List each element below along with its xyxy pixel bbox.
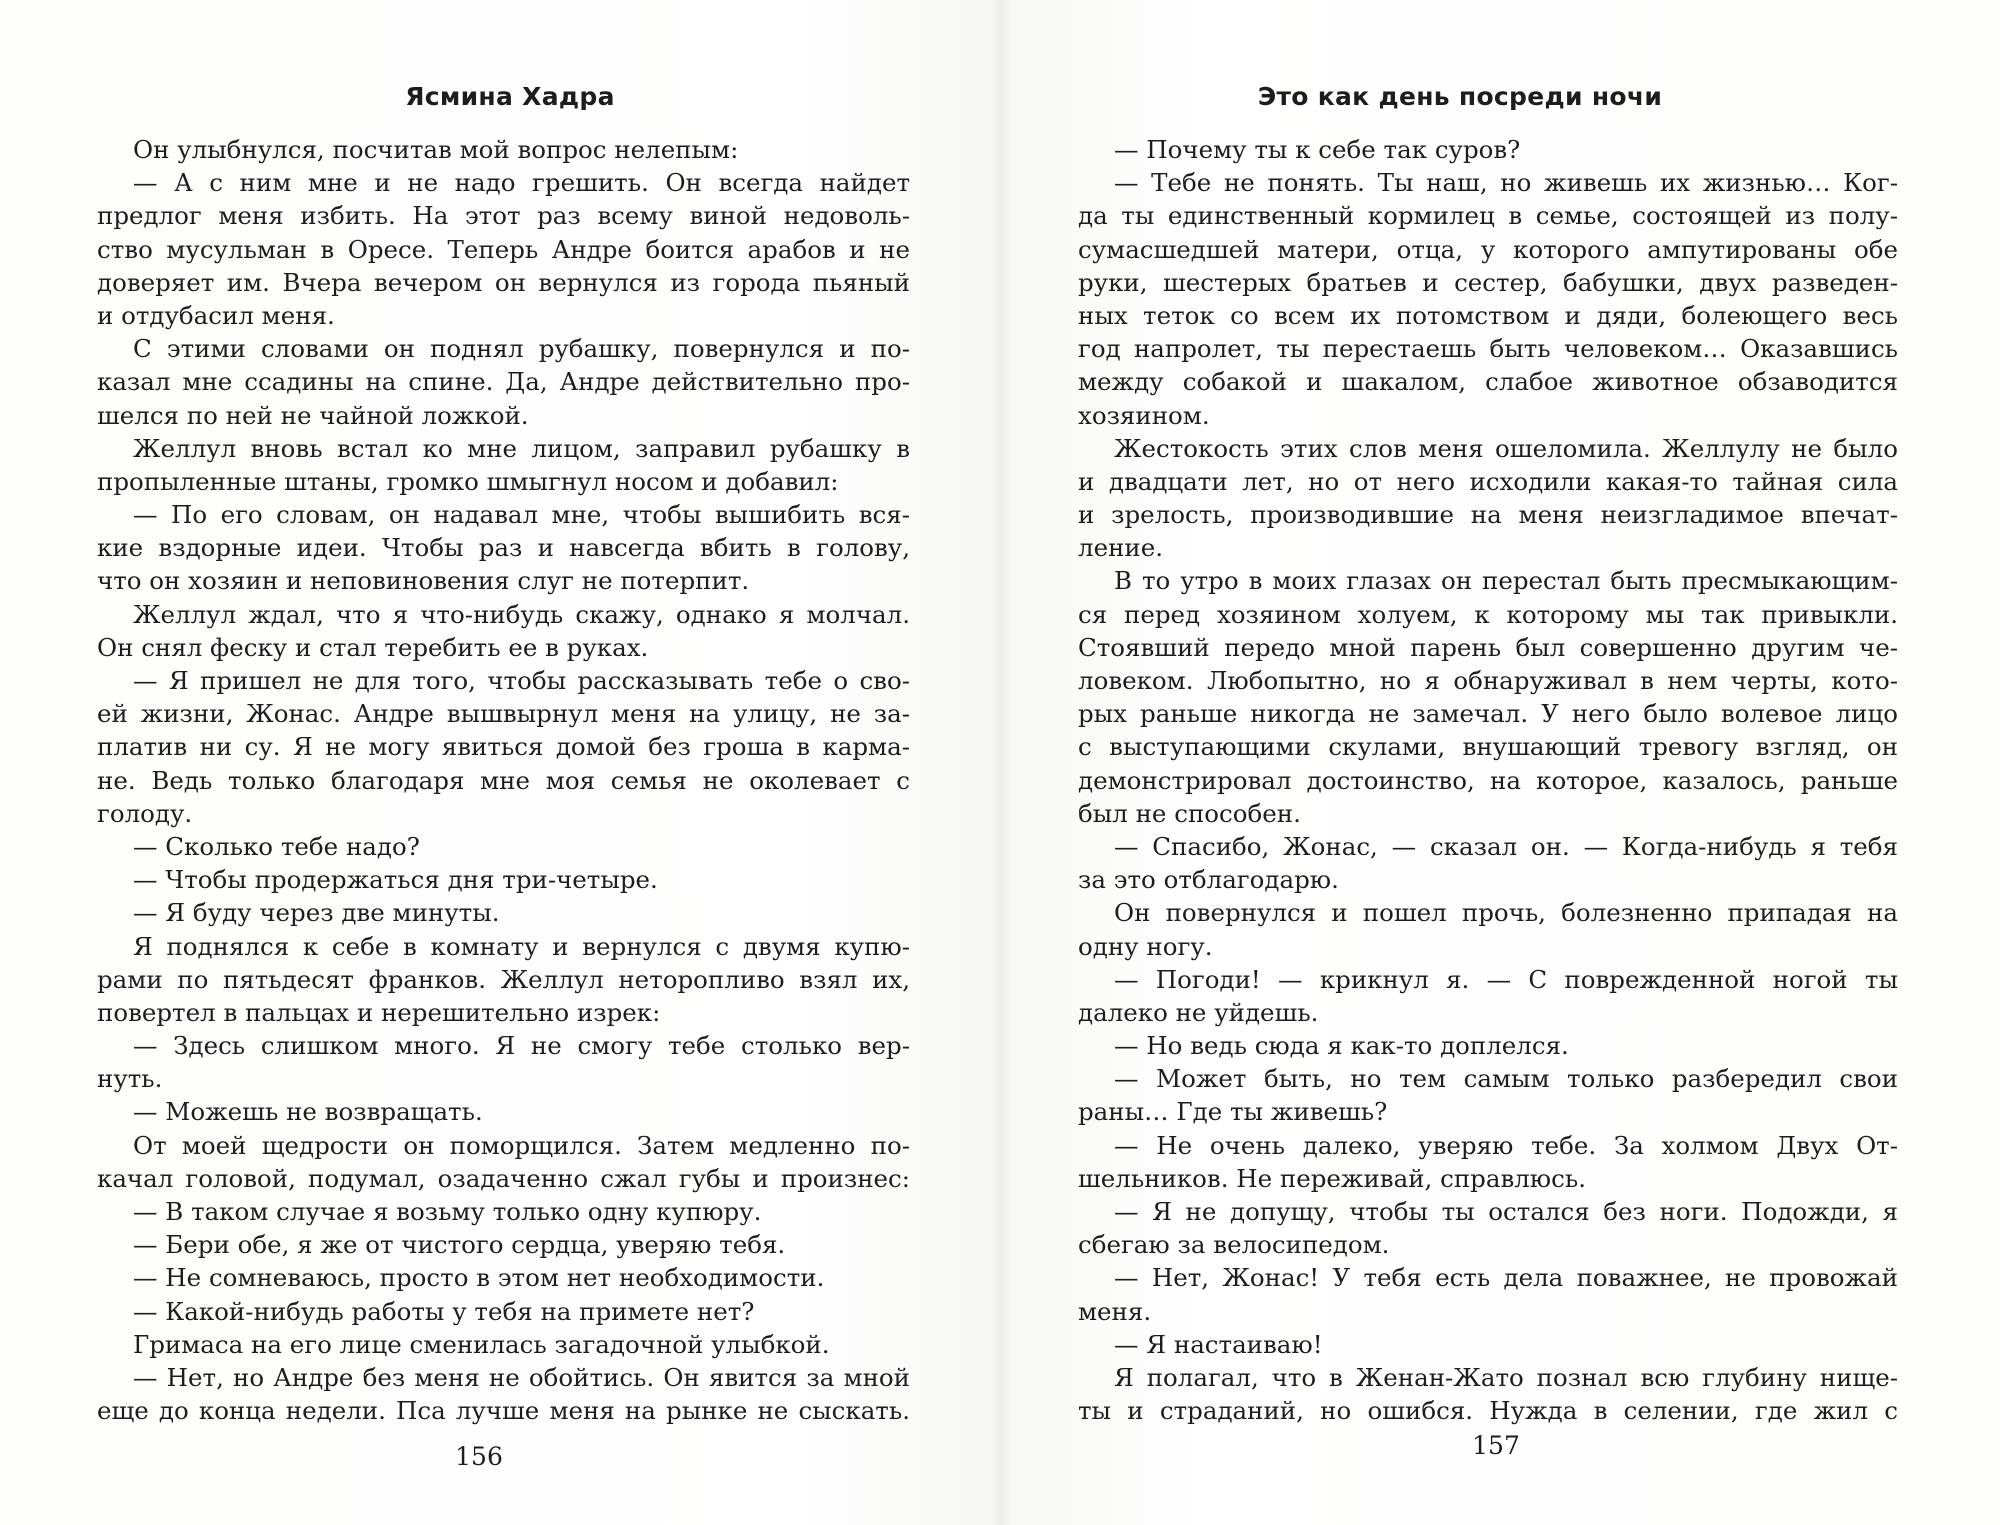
text-line: предлог меня избить. На этот раз всему виной недоволь- <box>97 201 910 231</box>
text-line: далеко не уйдешь. <box>1078 997 1319 1027</box>
text-line: Он снял феску и стал теребить ее в руках. <box>97 632 649 662</box>
text-line: — Я буду через две минуты. <box>133 898 500 928</box>
text-line: Стоявший передо мной парень был совершенно другим че- <box>1078 632 1898 662</box>
text-line: да ты единственный кормилец в семье, состоящей из полу- <box>1078 201 1898 231</box>
text-line: сбегаю за велосипедом. <box>1078 1230 1390 1260</box>
text-line: Желлул ждал, что я что-нибудь скажу, однако я молчал. <box>133 599 910 629</box>
text-line: пропыленные штаны, громко шмыгнул носом и добавил: <box>97 466 839 496</box>
text-line: Он улыбнулся, посчитав мой вопрос нелепым: <box>133 135 739 164</box>
text-line: Я поднялся к себе в комнату и вернулся с двумя купю- <box>133 931 910 961</box>
text-line: — Тебе не понять. Ты наш, но живешь их жизнью… Ког- <box>1114 168 1898 198</box>
text-line: От моей щедрости он поморщился. Затем медленно по- <box>133 1130 910 1160</box>
text-line: кие вздорные идеи. Чтобы раз и навсегда вбить в голову, <box>97 533 910 563</box>
text-line: Я полагал, что в Женан-Жато познал всю глубину нище- <box>1114 1362 1898 1392</box>
text-line: — А с ним мне и не надо грешить. Он всегда найдет <box>133 168 910 198</box>
text-line: С этими словами он поднял рубашку, повернулся и по- <box>133 334 910 364</box>
text-line: и зрелость, производившие на меня неизгладимое впечат- <box>1078 500 1898 530</box>
text-line: — По его словам, он надавал мне, чтобы вышибить вся- <box>133 500 910 530</box>
text-line: шелся по ней не чайной ложкой. <box>97 400 529 430</box>
text-line: руки, шестерых братьев и сестер, бабушки, двух разведен- <box>1078 267 1898 297</box>
text-line: доверяет им. Вчера вечером он вернулся из города пьяный <box>97 267 910 297</box>
text-line: еще до конца недели. Пса лучше меня на рынке не сыскать. <box>97 1396 910 1426</box>
text-line: и отдубасил меня. <box>97 300 335 330</box>
text-line: — Чтобы продержаться дня три-четыре. <box>133 865 658 895</box>
text-line: ство мусульман в Оресе. Теперь Андре боится арабов и не <box>97 234 910 264</box>
text-line: — Я настаиваю! <box>1114 1329 1323 1359</box>
text-line: ты и страданий, но ошибся. Нужда в селении, где жил с <box>1078 1396 1898 1426</box>
text-line: — Не очень далеко, уверяю тебе. За холмом Двух От- <box>1114 1130 1898 1160</box>
text-line: рых раньше никогда не замечал. У него было волевое лицо <box>1078 699 1898 729</box>
text-line: рами по пятьдесят франков. Желлул неторопливо взял их, <box>97 964 910 994</box>
text-line: не. Ведь только благодаря мне моя семья не околевает с <box>97 765 910 795</box>
text-line: был не способен. <box>1078 798 1301 828</box>
running-head-title: Это как день посреди ночи <box>1257 82 1663 111</box>
right-page <box>1000 0 2000 1525</box>
text-line: — В таком случае я возьму только одну купюру. <box>133 1197 762 1226</box>
text-line: нуть. <box>97 1064 163 1094</box>
text-line: ных теток со всем их потомством и дяди, болеющего весь <box>1078 300 1898 330</box>
text-line: Желлул вновь встал ко мне лицом, заправил рубашку в <box>133 433 910 463</box>
text-line: сумасшедшей матери, отца, у которого ампутированы обе <box>1078 234 1898 264</box>
text-line: — Здесь слишком много. Я не смогу тебе столько вер- <box>133 1031 910 1061</box>
text-line: — Погоди! — крикнул я. — С поврежденной ногой ты <box>1114 964 1898 994</box>
text-line: демонстрировал достоинство, на которое, казалось, раньше <box>1078 765 1898 795</box>
text-line: и двадцати лет, но от него исходили какая-то тайная сила <box>1078 466 1898 496</box>
text-line: между собакой и шакалом, слабое животное обзаводится <box>1078 367 1898 397</box>
text-line: В то утро в моих глазах он перестал быть пресмыкающим- <box>1114 566 1898 596</box>
page-number: 156 <box>455 1442 503 1471</box>
text-line: хозяином. <box>1078 400 1210 430</box>
page-number: 157 <box>1472 1431 1520 1460</box>
text-line: — Сколько тебе надо? <box>133 831 420 861</box>
text-line: — Нет, но Андре без меня не обойтись. Он явится за мной <box>133 1362 910 1392</box>
text-line: — Какой-нибудь работы у тебя на примете нет? <box>133 1296 755 1326</box>
running-head-author: Ясмина Хадра <box>405 82 615 111</box>
text-line: повертел в пальцах и нерешительно изрек: <box>97 997 661 1027</box>
text-line: что он хозяин и неповиновения слуг не потерпит. <box>97 566 750 596</box>
text-line: — Бери обе, я же от чистого сердца, уверяю тебя. <box>133 1230 786 1260</box>
text-line: ей жизни, Жонас. Андре вышвырнул меня на улицу, не за- <box>97 699 910 729</box>
text-line: — Не сомневаюсь, просто в этом нет необходимости. <box>133 1263 825 1293</box>
text-line: качал головой, подумал, озадаченно сжал губы и произнес: <box>97 1163 910 1193</box>
text-line: — Но ведь сюда я как-то доплелся. <box>1114 1031 1569 1061</box>
text-line: с выступающими скулами, внушающий тревогу взгляд, он <box>1078 732 1898 762</box>
text-line: — Почему ты к себе так суров? <box>1114 135 1521 164</box>
right-page-text <box>1078 133 1898 1427</box>
text-line: меня. <box>1078 1296 1152 1326</box>
text-line: казал мне ссадины на спине. Да, Андре действительно про- <box>97 367 910 397</box>
text-line: одну ногу. <box>1078 931 1213 961</box>
text-line: — Нет, Жонас! У тебя есть дела поважнее, не провожай <box>1114 1263 1898 1293</box>
text-line: — Может быть, но тем самым только разбередил свои <box>1114 1064 1898 1094</box>
text-line: ление. <box>1078 533 1164 563</box>
text-line: шельников. Не переживай, справлюсь. <box>1078 1163 1586 1193</box>
text-line: голоду. <box>97 798 193 828</box>
text-line: — Я пришел не для того, чтобы рассказывать тебе о сво- <box>133 666 910 695</box>
text-line: Гримаса на его лице сменилась загадочной улыбкой. <box>133 1329 830 1359</box>
text-line: за это отблагодарю. <box>1078 865 1339 895</box>
text-line: — Спасибо, Жонас, — сказал он. — Когда-нибудь я тебя <box>1114 831 1898 861</box>
left-page-text <box>97 133 910 1427</box>
text-line: ловеком. Любопытно, но я обнаруживал в нем черты, кото- <box>1078 666 1898 695</box>
text-line: — Я не допущу, чтобы ты остался без ноги. Подожди, я <box>1114 1197 1898 1226</box>
text-line: раны… Где ты живешь? <box>1078 1097 1388 1127</box>
text-line: Жестокость этих слов меня ошеломила. Желлулу не было <box>1114 433 1898 463</box>
text-line: год напролет, ты перестаешь быть человеком… Оказавшись <box>1078 334 1898 364</box>
text-line: — Можешь не возвращать. <box>133 1097 483 1127</box>
text-line: Он повернулся и пошел прочь, болезненно припадая на <box>1114 898 1898 928</box>
text-line: ся перед хозяином холуем, к которому мы так привыкли. <box>1078 599 1898 629</box>
text-line: платив ни су. Я не могу явиться домой без гроша в карма- <box>97 732 910 762</box>
